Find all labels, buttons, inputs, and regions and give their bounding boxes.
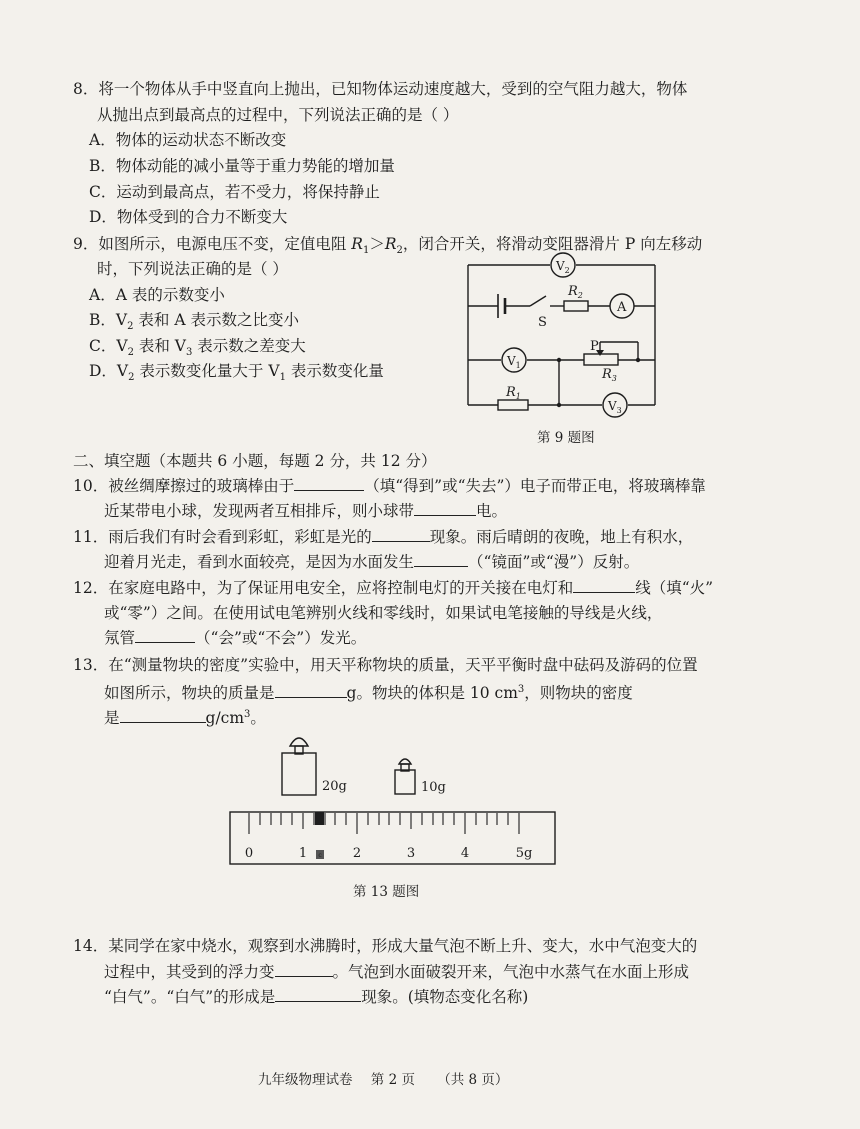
q9-option-b: B．$V_2$ 表和 A 表示数之比变小 (89, 311, 299, 333)
q9-option-d: D．$V_2$ 表示数变化量大于 $V_1$ 表示数变化量 (89, 362, 384, 384)
q8-option-d: D．物体受到的合力不断变大 (89, 208, 288, 226)
q9-stem-line1: 9．如图所示，电源电压不变，定值电阻 $R_1>R_2$，闭合开关，将滑动变阻器滑片 P 向左移动 (73, 235, 703, 257)
rider-marker (315, 812, 324, 825)
footer-page-number: 第 2 页 (370, 1072, 415, 1088)
svg-text:V2: $V_2$ (556, 259, 570, 275)
q9-option-c: C．$V_2$ 表和 $V_3$ 表示数之差变大 (89, 337, 306, 359)
svg-text:4: 4 (460, 846, 470, 861)
q9-figure-caption: 第 9 题图 (537, 430, 595, 446)
page-footer (258, 1068, 508, 1088)
q10-line1: 10．被丝绸摩擦过的玻璃棒由于 （填“得到”或“失去”）电子而带正电，将玻璃棒靠 (73, 477, 706, 495)
section-2-heading: 二、填空题（本题共 6 小题，每题 2 分，共 12 分） (73, 452, 437, 470)
svg-text:R3: $R_3$ (602, 367, 617, 383)
q12-line1: 12．在家庭电路中，为了保证用电安全，应将控制电灯的开关接在电灯和 线（填“火” (73, 579, 714, 597)
q11-blank-1[interactable] (372, 527, 430, 542)
q10-blank-1[interactable] (294, 476, 364, 491)
q13-balance-figure (224, 726, 564, 871)
q8-stem-line2: 从抛出点到最高点的过程中，下列说法正确的是（ ） (97, 106, 459, 124)
q13-blank-1[interactable] (275, 683, 347, 698)
q14-blank-2[interactable] (275, 987, 361, 1002)
svg-text:0: 0 (244, 846, 254, 861)
svg-text:A: A (617, 300, 627, 315)
svg-text:20g: 20g (322, 779, 347, 794)
q10-blank-2[interactable] (414, 501, 476, 516)
q8-stem-line1: 8．将一个物体从手中竖直向上抛出，已知物体运动速度越大，受到的空气阻力越大，物体 (73, 80, 688, 98)
svg-text:V1: $V_1$ (507, 354, 521, 370)
q14-blank-1[interactable] (275, 962, 333, 977)
q11-line1: 11．雨后我们有时会看到彩虹，彩虹是光的 现象。雨后晴朗的夜晚，地上有积水， (73, 528, 694, 546)
svg-text:2: 2 (352, 846, 362, 861)
q12-line3: 氖管 （“会”或“不会”）发光。 (104, 629, 367, 647)
q8-option-a: A．物体的运动状态不断改变 (89, 131, 287, 149)
footer-exam-title: 九年级物理试卷 (258, 1072, 353, 1088)
q13-line2: 如图所示，物块的质量是 g。物块的体积是 10 $cm^3$，则物块的密度 (104, 684, 633, 703)
q12-blank-1[interactable] (573, 578, 635, 593)
svg-text:5g: 5g (515, 846, 533, 861)
q12-blank-2[interactable] (135, 628, 195, 643)
svg-text:R2: $R_2$ (568, 284, 583, 300)
svg-text:c: c (318, 852, 322, 859)
q10-line2: 近某带电小球，发现两者互相排斥，则小球带 电。 (104, 502, 508, 520)
q9-circuit-diagram (460, 250, 670, 420)
q13-line1: 13．在“测量物块的密度”实验中，用天平称物块的质量，天平平衡时盘中砝码及游码的位置 (73, 656, 698, 674)
q9-stem-line2: 时，下列说法正确的是（ ） (97, 260, 288, 278)
q11-blank-2[interactable] (414, 552, 468, 567)
svg-text:P: P (590, 339, 599, 354)
q14-line2: 过程中，其受到的浮力变 。气泡到水面破裂开来，气泡中水蒸气在水面上形成 (104, 963, 690, 981)
svg-text:S: S (538, 315, 547, 330)
ruler-ticks (249, 813, 519, 834)
q13-blank-2[interactable] (120, 708, 206, 723)
q13-figure-caption: 第 13 题图 (353, 884, 420, 900)
q14-line3: “白气”。“白气”的形成是 现象。(填物态变化名称) (104, 988, 529, 1006)
q13-line3: 是 $g/cm^3$。 (104, 709, 266, 728)
svg-text:R1: $R_1$ (506, 385, 521, 401)
q14-line1: 14．某同学在家中烧水，观察到水沸腾时，形成大量气泡不断上升、变大，水中气泡变大的 (73, 937, 698, 955)
q8-option-c: C．运动到最高点，若不受力，将保持静止 (89, 183, 380, 201)
q9-option-a: A．A 表的示数变小 (89, 286, 225, 304)
svg-text:10g: 10g (421, 780, 446, 795)
q12-line2: 或“零”）之间。在使用试电笔辨别火线和零线时，如果试电笔接触的导线是火线， (104, 604, 663, 622)
footer-total-pages: （共 8 页） (437, 1072, 509, 1088)
svg-text:V3: $V_3$ (608, 399, 622, 415)
q8-option-b: B．物体动能的减小量等于重力势能的增加量 (89, 157, 395, 175)
q11-line2: 迎着月光走，看到水面较亮，是因为水面发生 （“镜面”或“漫”）反射。 (104, 553, 640, 571)
svg-text:1: 1 (298, 846, 308, 861)
svg-text:3: 3 (406, 846, 416, 861)
